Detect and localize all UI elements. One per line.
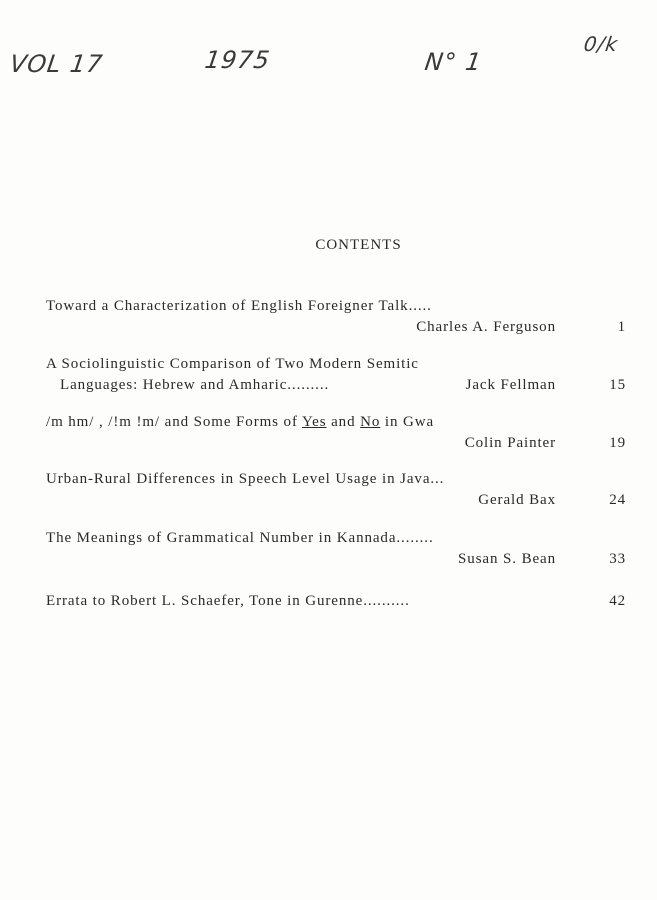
- entry-page: 33: [609, 551, 626, 567]
- entry-title: A Sociolinguistic Comparison of Two Modern Semitic: [46, 356, 419, 372]
- entry-title: Toward a Characterization of English Foreigner Talk.....: [46, 298, 432, 314]
- entry-page: 15: [609, 377, 626, 393]
- entry-title: The Meanings of Grammatical Number in Kannada........: [46, 530, 434, 546]
- entry-author: Jack Fellman: [465, 377, 556, 393]
- toc-entry: [46, 469, 626, 511]
- entry-author: Charles A. Ferguson: [416, 319, 556, 335]
- entry-page: 19: [609, 435, 626, 451]
- entry-title: /m hm/ , /!m !m/ and Some Forms of Yes and No in Gwa: [46, 414, 435, 430]
- handwritten-volume: VOL 17: [8, 50, 105, 78]
- entry-title: Errata to Robert L. Schaefer, Tone in Gurenne..........: [46, 593, 410, 609]
- toc-entry: [46, 354, 626, 396]
- entry-page: 24: [609, 492, 626, 508]
- entry-author: Susan S. Bean: [458, 551, 556, 567]
- toc-entry: [46, 412, 626, 454]
- handwritten-number: N° 1: [423, 48, 484, 76]
- entry-author: Colin Painter: [464, 435, 556, 451]
- entry-title: Urban-Rural Differences in Speech Level Usage in Java...: [46, 471, 445, 487]
- toc-entry: [46, 591, 626, 612]
- handwritten-ok-mark: 0/k: [582, 32, 620, 56]
- contents-heading: CONTENTS: [315, 237, 402, 253]
- handwritten-year: 1975: [203, 46, 273, 74]
- entry-author: Gerald Bax: [478, 492, 556, 508]
- toc-entry: [46, 296, 626, 338]
- entry-title-continued: Languages: Hebrew and Amharic.........: [60, 377, 330, 393]
- entry-page: 42: [609, 593, 626, 609]
- entry-page: 1: [617, 319, 626, 335]
- toc-entry: [46, 528, 626, 570]
